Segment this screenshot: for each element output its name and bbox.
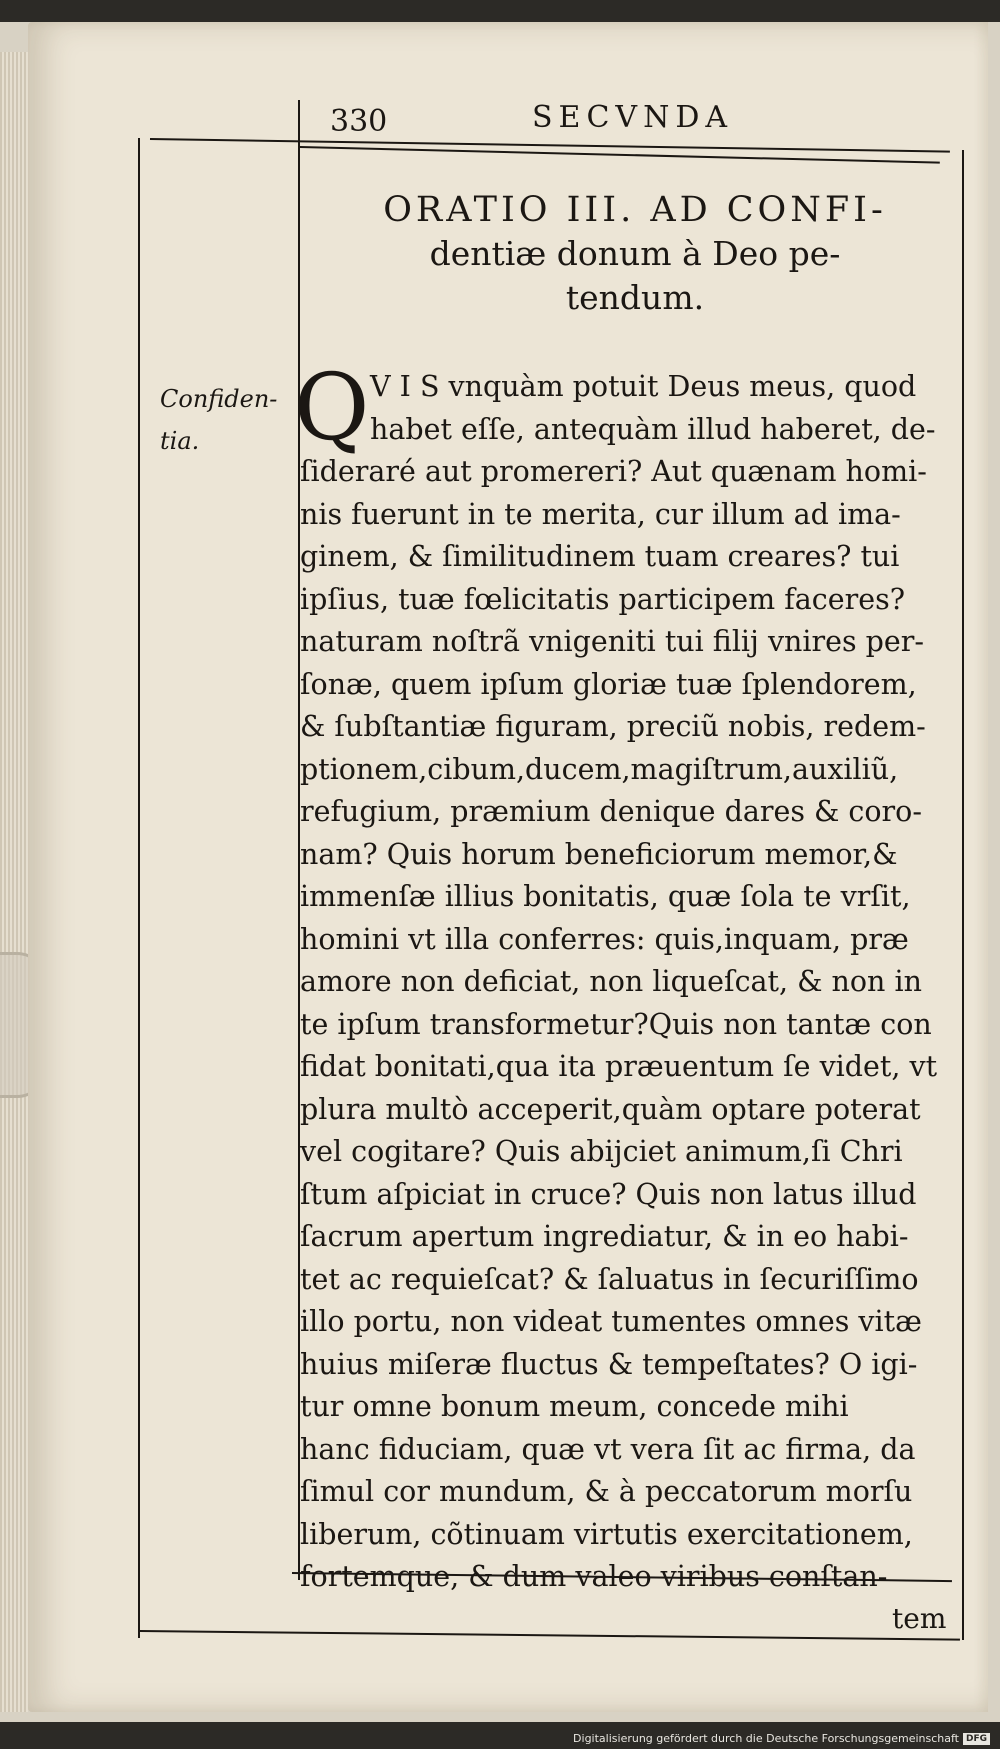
body-line: refugium, præmium denique dares & coro- [300,795,922,828]
body-line: ſtum aſpiciat in cruce? Quis non latus illud [300,1177,917,1211]
body-line: V I S vnquàm potuit Deus meus, quod [370,370,917,403]
body-line: plura multò acceperit,quàm optare poterat [300,1092,921,1126]
title-line: tendum. [565,278,705,317]
body-line: liberum, cõtinuam virtutis exercitationem, [300,1517,913,1551]
margin-note-line: Confiden- [160,385,278,413]
body-line: amore non deficiat, non liqueſcat, & non in [300,965,922,998]
digitization-credit [573,1732,990,1745]
body-text [294,354,960,1599]
body-line: ipſius, tuæ fœlicitatis participem faceres? [300,582,905,616]
body-line: nis fuerunt in te merita, cur illum ad ima- [300,497,901,531]
body-line: naturam noſtrã vnigeniti tui filij vnires per- [300,625,925,658]
body-line: tet ac requieſcat? & ſaluatus in ſecuriſſimo [300,1262,919,1296]
title-line: ORATIO III. AD CONFI- [383,190,887,230]
body-line: nam? Quis horum beneficiorum memor,& [300,837,898,871]
dfg-logo: DFG [963,1733,990,1745]
page-header [330,92,910,140]
body-line: fidat bonitati,qua ita præuentum ſe videt, vt [300,1050,938,1083]
body-line: ſacrum apertum ingrediatur, & in eo habi- [300,1220,909,1253]
body-line: & ſubſtantiæ figuram, preciũ nobis, redem- [300,710,926,743]
body-line: ſonæ, quem ipſum gloriæ tuæ ſplendorem, [300,667,917,701]
body-line: hanc fiduciam, quæ vt vera ſit ac firma, da [300,1432,916,1466]
body-line: habet eſſe, antequàm illud haberet, de- [370,412,936,446]
prayer-title [340,188,930,320]
margin-note-line: tia. [160,427,200,455]
body-line: ſideraré aut promereri? Aut quænam homi- [300,455,927,488]
page-number: 330 [330,104,388,139]
right-rule [962,150,964,1640]
body-line: ptionem,cibum,ducem,magiſtrum,auxiliũ, [300,752,899,786]
credit-text: Digitalisierung gefördert durch die Deutsche Forschungsgemeinschaft [573,1732,959,1745]
body-line: tur omne bonum meum, concede mihi [300,1390,849,1423]
body-line: illo portu, non videat tumentes omnes vitæ [300,1305,922,1338]
body-line: fortemque, & dum valeo viribus conſtan- [300,1560,888,1593]
left-outer-rule [138,138,140,1638]
body-line: ſimul cor mundum, & à peccatorum morſu [300,1475,913,1508]
body-line: huius miſeræ fluctus & tempeſtates? O igi- [300,1347,918,1381]
body-line: homini vt illa conferres: quis,inquam, præ [300,922,909,956]
running-head: SECVNDA [532,100,734,135]
title-line: dentiæ donum à Deo pe- [429,234,841,273]
margin-note [160,378,277,462]
page-edges [0,52,28,1712]
body-line: immenſæ illius bonitatis, quæ ſola te vrſit, [300,880,911,913]
body-line: vel cogitare? Quis abijciet animum,ſi Chri [300,1135,903,1168]
body-line: te ipſum transformetur?Quis non tantæ con [300,1007,932,1041]
drop-capital: Q [294,354,370,461]
catchword: tem [892,1602,947,1635]
body-line: ginem, & ſimilitudinem tuam creares? tui [300,540,900,573]
